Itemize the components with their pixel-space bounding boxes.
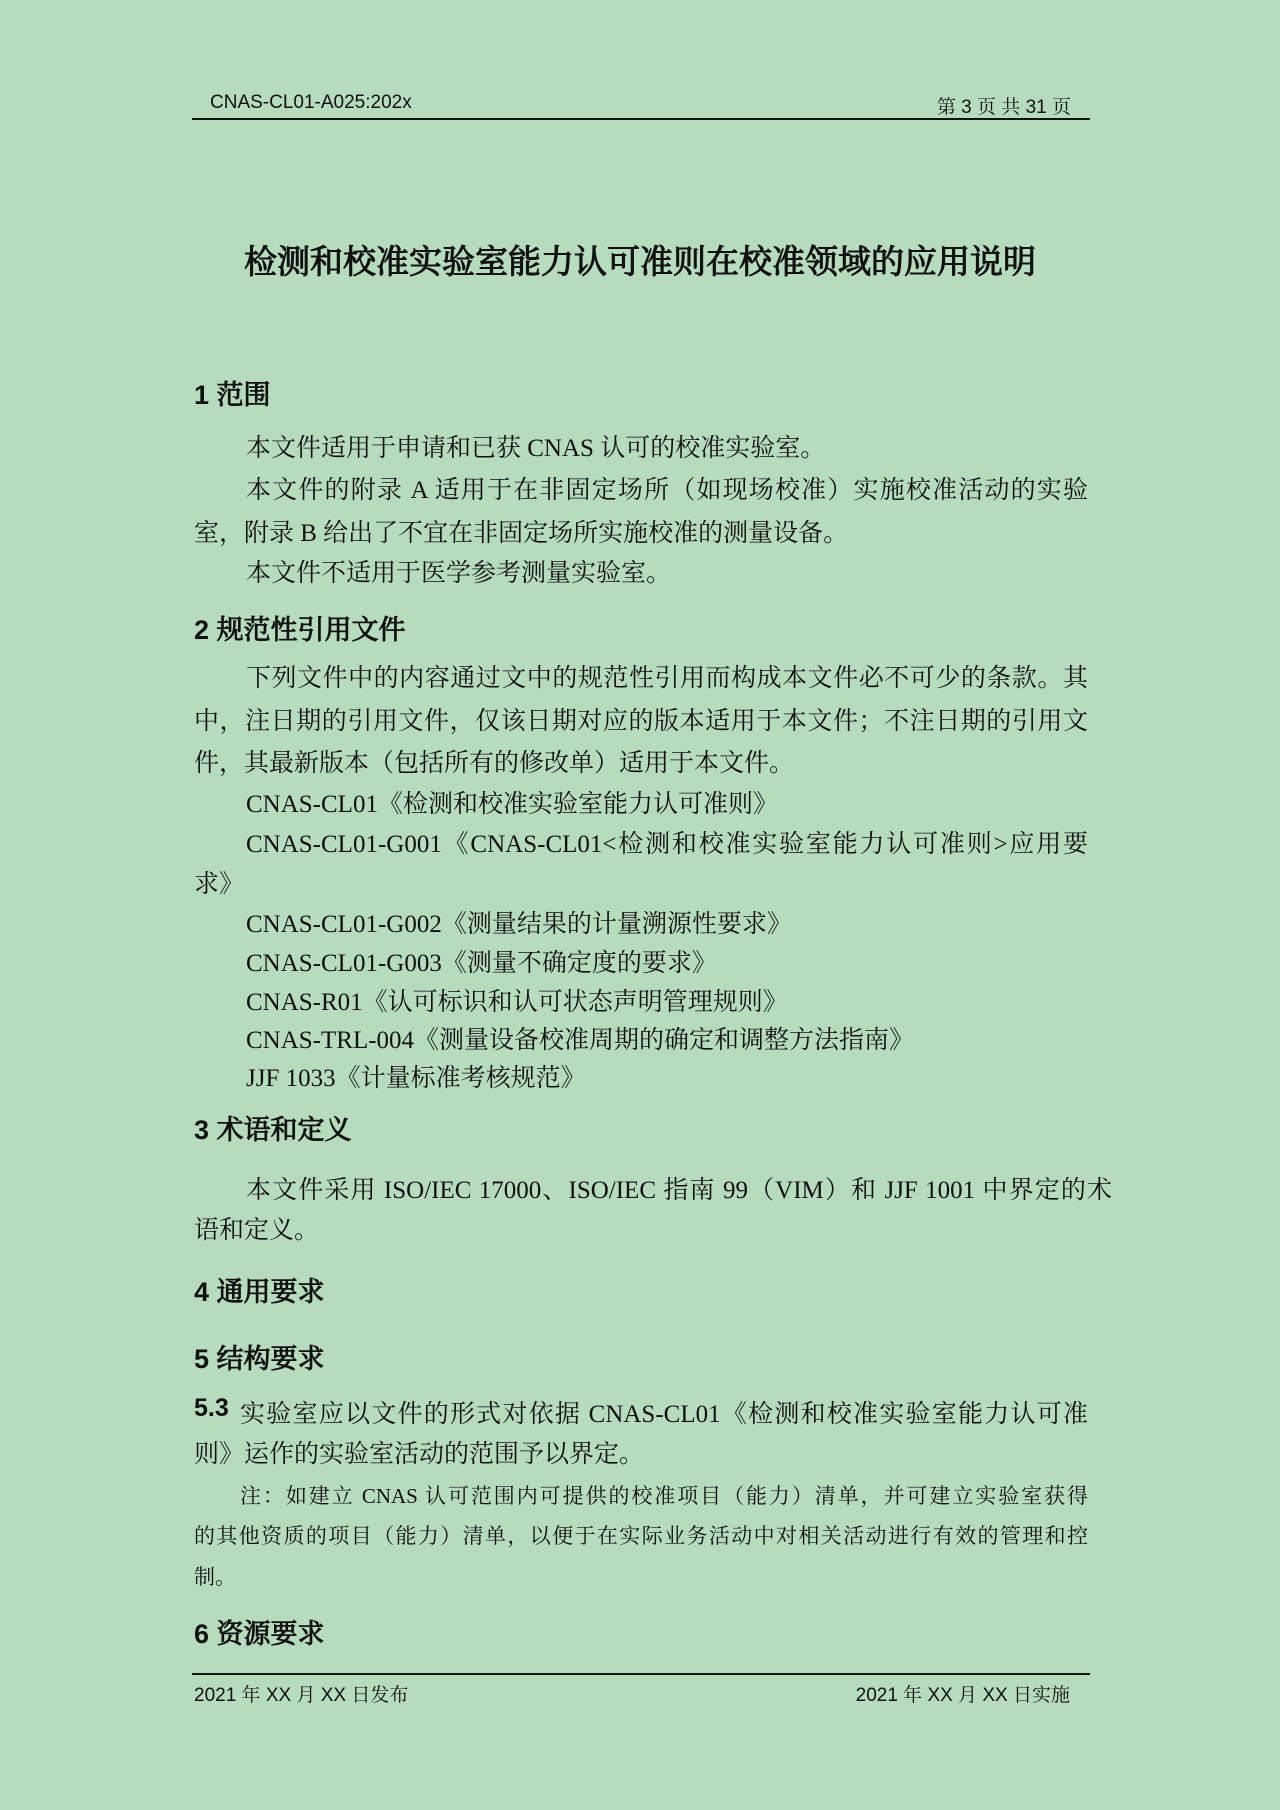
section-6-heading: 6 资源要求 [194,1619,325,1649]
section-1-heading: 1 范围 [194,380,271,410]
paragraph-line: 则》运作的实验室活动的范围予以界定。 [194,1441,645,1468]
paragraph-line: 件，其最新版本（包括所有的修改单）适用于本文件。 [194,750,795,777]
issue-date: 2021 年 XX 月 XX 日发布 [194,1685,409,1706]
paragraph-line: 中，注日期的引用文件，仅该日期对应的版本适用于本文件；不注日期的引用文 [194,708,1088,735]
effective-date: 2021 年 XX 月 XX 日实施 [855,1685,1070,1706]
section-3-heading: 3 术语和定义 [194,1115,352,1145]
reference-item: CNAS-TRL-004《测量设备校准周期的确定和调整方法指南》 [246,1027,915,1054]
section-5-heading: 5 结构要求 [194,1344,325,1374]
note-line: 注：如建立 CNAS 认可范围内可提供的校准项目（能力）清单，并可建立实验室获得 [240,1484,1088,1508]
reference-item: CNAS-CL01《检测和校准实验室能力认可准则》 [246,791,778,818]
document-code: CNAS-CL01-A025:202x [210,92,412,113]
paragraph-line: 本文件采用 ISO/IEC 17000、ISO/IEC 指南 99（VIM）和 JJF 1001 中界定的术 [246,1177,1112,1204]
section-2-heading: 2 规范性引用文件 [194,615,406,645]
paragraph-line: 室，附录 B 给出了不宜在非固定场所实施校准的测量设备。 [194,520,849,547]
reference-item-cont: 求》 [194,871,245,898]
section-4-heading: 4 通用要求 [194,1277,325,1307]
document-title: 检测和校准实验室能力认可准则在校准领域的应用说明 [244,243,1036,280]
paragraph-line: 下列文件中的内容通过文中的规范性引用而构成本文件必不可少的条款。其 [246,665,1088,692]
paragraph-line: 本文件不适用于医学参考测量实验室。 [246,560,672,587]
clause-number: 5.3 [194,1394,229,1422]
paragraph-line: 本文件的附录 A 适用于在非固定场所（如现场校准）实施校准活动的实验 [246,477,1088,504]
note-line: 制。 [194,1565,236,1589]
reference-item: CNAS-CL01-G001《CNAS-CL01<检测和校准实验室能力认可准则>应用要 [246,831,1088,858]
reference-item: CNAS-CL01-G002《测量结果的计量溯源性要求》 [246,911,792,938]
page-number: 第 3 页 共 31 页 [936,97,1071,118]
note-line: 的其他资质的项目（能力）清单，以便于在实际业务活动中对相关活动进行有效的管理和控 [194,1524,1088,1548]
footer-rule [192,1673,1090,1675]
paragraph-line: 语和定义。 [194,1217,320,1244]
paragraph-line: 本文件适用于申请和已获 CNAS 认可的校准实验室。 [246,435,826,462]
reference-item: CNAS-R01《认可标识和认可状态声明管理规则》 [246,989,788,1016]
header-rule [192,118,1090,120]
reference-item: CNAS-CL01-G003《测量不确定度的要求》 [246,950,717,977]
paragraph-line: 实验室应以文件的形式对依据 CNAS-CL01《检测和校准实验室能力认可准 [240,1401,1088,1428]
reference-item: JJF 1033《计量标准考核规范》 [246,1065,586,1092]
